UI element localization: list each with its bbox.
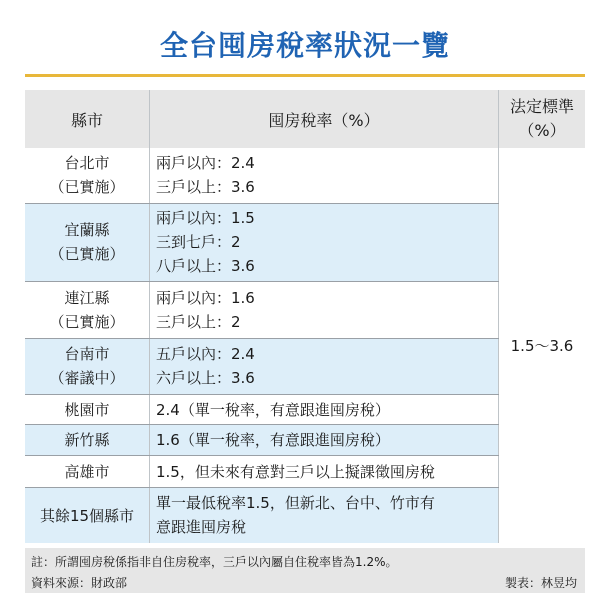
header-county: 縣市 [25,90,150,148]
rate-line: 1.6（單一稅率，有意跟進囤房稅） [150,424,499,455]
rate-line: 五戶以內：2.4 [156,345,255,363]
rate-line: 六戶以上：3.6 [156,369,255,387]
rate-cell [150,148,499,203]
footer [25,548,585,593]
county-status: （已實施） [49,245,125,263]
county-status: （審議中） [49,369,125,387]
county-status: （已實施） [49,312,125,331]
county-name: 其餘15個縣市 [25,487,150,543]
county-cell [25,148,150,203]
county-name: 高雄市 [25,455,150,487]
header-legal-line1: 法定標準 [509,97,574,116]
rate-line: 三戶以上：3.6 [156,178,255,197]
county-cell [25,281,150,338]
rate-line: 1.5，但未來有意對三戶以上擬課徵囤房稅 [150,455,499,487]
county-name: 台南市 [64,345,110,363]
rate-line: 兩戶以內：2.4 [156,154,255,173]
table-header-row [25,90,585,148]
rate-line: 單一最低稅率1.5，但新北、台中、竹市有 [156,494,435,513]
county-name: 宜蘭縣 [64,221,110,239]
rate-line: 八戶以上：3.6 [156,257,255,275]
rate-cell [150,338,499,394]
page-title: 全台囤房稅率狀況一覽 [159,29,450,62]
header-legal-standard [499,90,586,148]
rate-cell [150,203,499,281]
table-maker: 製表：林昱均 [504,576,577,590]
rate-line: 兩戶以內：1.6 [156,288,255,307]
county-status: （已實施） [49,178,125,197]
rate-line: 意跟進囤房稅 [156,518,247,537]
header-rate: 囤房稅率（%） [150,90,499,148]
data-source: 資料來源：財政部 [31,576,128,590]
county-cell [25,338,150,394]
tax-rate-table [25,90,585,543]
rate-line: 三戶以上：2 [156,312,241,331]
footnote: 註：所謂囤房稅係指非自住房稅率，三戶以內屬自住稅率皆為1.2%。 [31,555,398,569]
county-name: 連江縣 [64,288,110,307]
county-cell [25,203,150,281]
header-legal-line2: （%） [518,121,566,140]
rate-line: 三到七戶：2 [156,233,241,251]
county-name: 桃園市 [25,394,150,424]
rate-line: 兩戶以內：1.5 [156,209,255,227]
rate-line: 2.4（單一稅率，有意跟進囤房稅） [150,394,499,424]
county-name: 新竹縣 [25,424,150,455]
table-row [25,148,585,203]
county-name: 台北市 [64,154,110,173]
title-divider [25,74,585,77]
legal-standard-cell: 1.5～3.6 [499,148,586,543]
rate-cell [150,487,499,543]
rate-cell [150,281,499,338]
